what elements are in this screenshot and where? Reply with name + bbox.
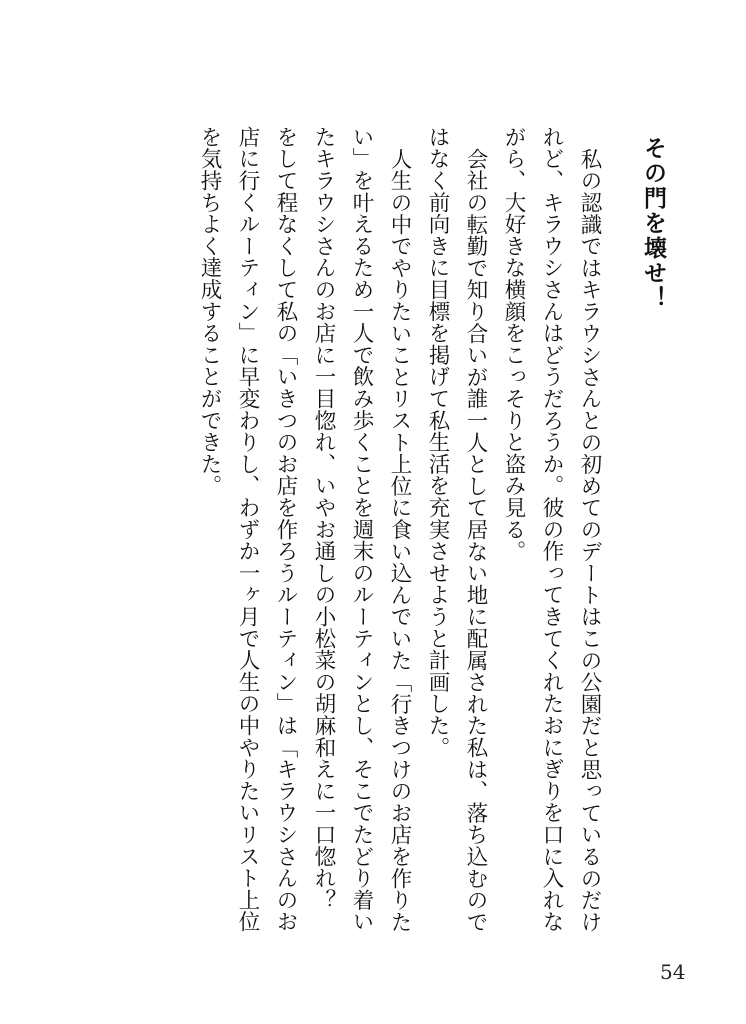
text-line: をして程なくして私の「いきつのお店を作ろうルーティン」は「キラウシさんのお [273,126,298,933]
vertical-text-body [152,126,672,946]
text-line: を気持ちよく達成することができた。 [197,126,222,497]
text-line: 人生の中でやりたいことリスト上位に食い込んでいた「行きつけのお店を作りた [387,147,412,933]
page-number: 54 [660,960,686,984]
chapter-title: その門を壊せ！ [640,136,667,311]
text-line: たキラウシさんのお店に一目惚れ、いやお通しの小松菜の胡麻和えに一口惚れ？ [311,126,336,911]
text-line: 私の認識ではキラウシさんとの初めてのデートはこの公園だと思っているのだけ [577,147,602,933]
paragraph-2 [190,126,494,946]
text-line: れど、キラウシさんはどうだろうか。彼の作ってきてくれたおにぎりを口に入れな [539,126,564,933]
paragraph-1 [494,126,608,946]
text-line: がら、大好きな横顔をこっそりと盗み見る。 [501,126,526,562]
text-line: い」を叶えるため一人で飲み歩くことを週末のルーティンとし、そこでたどり着い [349,126,374,933]
text-line: はなく前向きに目標を掲げて私生活を充実させようと計画した。 [425,126,450,759]
text-line: 店に行くルーティン」に早変わりし、わずか一ヶ月で人生の中やりたいリスト上位 [235,126,260,933]
text-line: 会社の転勤で知り合いが誰一人として居ない地に配属された私は、落ち込むので [463,147,488,933]
